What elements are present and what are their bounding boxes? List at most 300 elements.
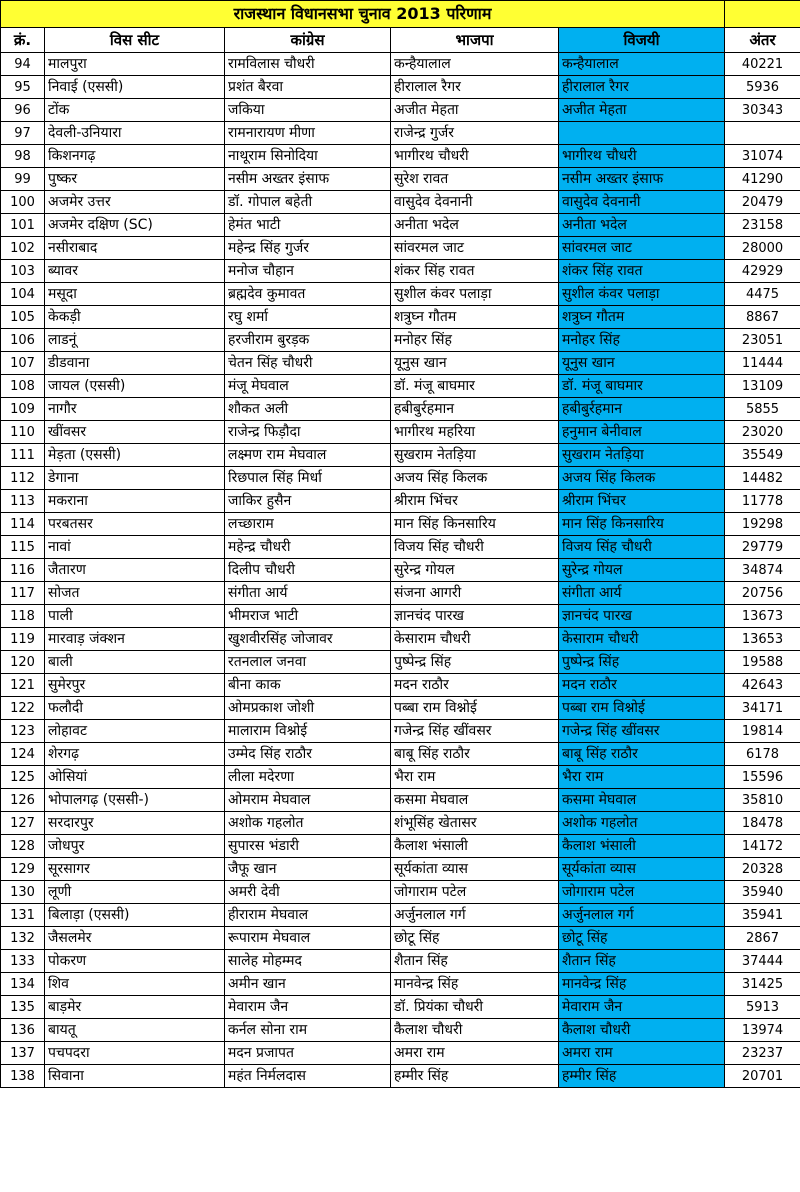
- table-row: [1, 674, 800, 697]
- row-number: 130: [1, 881, 45, 904]
- winner-name: सुखराम नेतड़िया: [559, 444, 725, 467]
- table-row: [1, 720, 800, 743]
- winner-name: सुरेन्द्र गोयल: [559, 559, 725, 582]
- winner-name: सुशील कंवर पलाड़ा: [559, 283, 725, 306]
- seat-name: मेड़ता (एससी): [45, 444, 225, 467]
- row-number: 95: [1, 76, 45, 99]
- seat-name: सोजत: [45, 582, 225, 605]
- row-number: 108: [1, 375, 45, 398]
- row-number: 135: [1, 996, 45, 1019]
- bjp-candidate: अनीता भदेल: [391, 214, 559, 237]
- seat-name: सूरसागर: [45, 858, 225, 881]
- victory-margin: 2867: [725, 927, 800, 950]
- congress-candidate: महंत निर्मलदास: [225, 1065, 391, 1088]
- victory-margin: 23020: [725, 421, 800, 444]
- bjp-candidate: कैलाश भंसाली: [391, 835, 559, 858]
- congress-candidate: रिछपाल सिंह मिर्धा: [225, 467, 391, 490]
- table-row: [1, 559, 800, 582]
- seat-name: बायतू: [45, 1019, 225, 1042]
- victory-margin: 19814: [725, 720, 800, 743]
- table-row: [1, 950, 800, 973]
- victory-margin: 14482: [725, 467, 800, 490]
- congress-candidate: सुपारस भंडारी: [225, 835, 391, 858]
- victory-margin: 5855: [725, 398, 800, 421]
- congress-candidate: महेन्द्र सिंह गुर्जर: [225, 237, 391, 260]
- victory-margin: 34874: [725, 559, 800, 582]
- seat-name: पचपदरा: [45, 1042, 225, 1065]
- victory-margin: 11444: [725, 352, 800, 375]
- victory-margin: 23051: [725, 329, 800, 352]
- bjp-candidate: सांवरमल जाट: [391, 237, 559, 260]
- header-no: क्रं.: [1, 28, 45, 53]
- winner-name: डॉ. मंजू बाघमार: [559, 375, 725, 398]
- bjp-candidate: श्रीराम भिंचर: [391, 490, 559, 513]
- bjp-candidate: सुरेन्द्र गोयल: [391, 559, 559, 582]
- bjp-candidate: सुखराम नेतड़िया: [391, 444, 559, 467]
- winner-name: मनोहर सिंह: [559, 329, 725, 352]
- victory-margin: [725, 122, 800, 145]
- victory-margin: 13673: [725, 605, 800, 628]
- bjp-candidate: ज्ञानचंद पारख: [391, 605, 559, 628]
- bjp-candidate: भैरा राम: [391, 766, 559, 789]
- victory-margin: 19298: [725, 513, 800, 536]
- congress-candidate: ओमराम मेघवाल: [225, 789, 391, 812]
- table-row: [1, 214, 800, 237]
- row-number: 106: [1, 329, 45, 352]
- victory-margin: 14172: [725, 835, 800, 858]
- winner-name: भागीरथ चौधरी: [559, 145, 725, 168]
- table-row: [1, 421, 800, 444]
- title-blank-cell: [725, 1, 800, 28]
- victory-margin: 20479: [725, 191, 800, 214]
- table-row: [1, 375, 800, 398]
- congress-candidate: डॉ. गोपाल बहेती: [225, 191, 391, 214]
- row-number: 114: [1, 513, 45, 536]
- winner-name: गजेन्द्र सिंह खींवसर: [559, 720, 725, 743]
- bjp-candidate: शत्रुघ्न गौतम: [391, 306, 559, 329]
- bjp-candidate: केसाराम चौधरी: [391, 628, 559, 651]
- victory-margin: 5936: [725, 76, 800, 99]
- header-bjp: भाजपा: [391, 28, 559, 53]
- congress-candidate: दिलीप चौधरी: [225, 559, 391, 582]
- congress-candidate: हीराराम मेघवाल: [225, 904, 391, 927]
- congress-candidate: शौकत अली: [225, 398, 391, 421]
- row-number: 120: [1, 651, 45, 674]
- table-row: [1, 260, 800, 283]
- table-row: [1, 858, 800, 881]
- header-seat: विस सीट: [45, 28, 225, 53]
- victory-margin: 30343: [725, 99, 800, 122]
- victory-margin: 35810: [725, 789, 800, 812]
- table-row: [1, 237, 800, 260]
- row-number: 112: [1, 467, 45, 490]
- row-number: 97: [1, 122, 45, 145]
- bjp-candidate: भागीरथ चौधरी: [391, 145, 559, 168]
- table-row: [1, 467, 800, 490]
- winner-name: हनुमान बेनीवाल: [559, 421, 725, 444]
- row-number: 101: [1, 214, 45, 237]
- bjp-candidate: मदन राठौर: [391, 674, 559, 697]
- table-row: [1, 145, 800, 168]
- table-row: [1, 697, 800, 720]
- row-number: 119: [1, 628, 45, 651]
- victory-margin: 31425: [725, 973, 800, 996]
- victory-margin: 23158: [725, 214, 800, 237]
- header-row: [1, 28, 800, 53]
- header-margin: अंतर: [725, 28, 800, 53]
- bjp-candidate: डॉ. मंजू बाघमार: [391, 375, 559, 398]
- victory-margin: 40221: [725, 53, 800, 76]
- table-row: [1, 168, 800, 191]
- victory-margin: 31074: [725, 145, 800, 168]
- row-number: 96: [1, 99, 45, 122]
- row-number: 115: [1, 536, 45, 559]
- winner-name: विजय सिंह चौधरी: [559, 536, 725, 559]
- bjp-candidate: डॉ. प्रियंका चौधरी: [391, 996, 559, 1019]
- seat-name: फलौदी: [45, 697, 225, 720]
- row-number: 124: [1, 743, 45, 766]
- winner-name: अमरा राम: [559, 1042, 725, 1065]
- seat-name: ब्यावर: [45, 260, 225, 283]
- victory-margin: 35941: [725, 904, 800, 927]
- table-row: [1, 1065, 800, 1088]
- seat-name: मालपुरा: [45, 53, 225, 76]
- congress-candidate: चेतन सिंह चौधरी: [225, 352, 391, 375]
- seat-name: बाड़मेर: [45, 996, 225, 1019]
- congress-candidate: नसीम अख्तर इंसाफ: [225, 168, 391, 191]
- winner-name: हीरालाल रैगर: [559, 76, 725, 99]
- winner-name: शंकर सिंह रावत: [559, 260, 725, 283]
- victory-margin: 6178: [725, 743, 800, 766]
- congress-candidate: हरजीराम बुरड़क: [225, 329, 391, 352]
- bjp-candidate: सुरेश रावत: [391, 168, 559, 191]
- header-winner: विजयी: [559, 28, 725, 53]
- congress-candidate: नाथूराम सिनोदिया: [225, 145, 391, 168]
- bjp-candidate: विजय सिंह चौधरी: [391, 536, 559, 559]
- table-row: [1, 53, 800, 76]
- row-number: 99: [1, 168, 45, 191]
- winner-name: कन्हैयालाल: [559, 53, 725, 76]
- congress-candidate: ब्रह्मदेव कुमावत: [225, 283, 391, 306]
- bjp-candidate: गजेन्द्र सिंह खींवसर: [391, 720, 559, 743]
- congress-candidate: मालाराम विश्नोई: [225, 720, 391, 743]
- bjp-candidate: शंकर सिंह रावत: [391, 260, 559, 283]
- bjp-candidate: मनोहर सिंह: [391, 329, 559, 352]
- winner-name: केसाराम चौधरी: [559, 628, 725, 651]
- table-row: [1, 191, 800, 214]
- seat-name: जैसलमेर: [45, 927, 225, 950]
- row-number: 127: [1, 812, 45, 835]
- victory-margin: 20756: [725, 582, 800, 605]
- victory-margin: 13653: [725, 628, 800, 651]
- victory-margin: 29779: [725, 536, 800, 559]
- victory-margin: 18478: [725, 812, 800, 835]
- seat-name: सुमेरपुर: [45, 674, 225, 697]
- row-number: 122: [1, 697, 45, 720]
- winner-name: [559, 122, 725, 145]
- winner-name: कसमा मेघवाल: [559, 789, 725, 812]
- table-row: [1, 789, 800, 812]
- table-row: [1, 122, 800, 145]
- table-row: [1, 628, 800, 651]
- bjp-candidate: शंभूसिंह खेतासर: [391, 812, 559, 835]
- bjp-candidate: बाबू सिंह राठौर: [391, 743, 559, 766]
- congress-candidate: मंजू मेघवाल: [225, 375, 391, 398]
- winner-name: संगीता आर्य: [559, 582, 725, 605]
- row-number: 116: [1, 559, 45, 582]
- seat-name: निवाई (एससी): [45, 76, 225, 99]
- victory-margin: 8867: [725, 306, 800, 329]
- congress-candidate: लच्छाराम: [225, 513, 391, 536]
- row-number: 123: [1, 720, 45, 743]
- winner-name: श्रीराम भिंचर: [559, 490, 725, 513]
- table-row: [1, 605, 800, 628]
- table-row: [1, 99, 800, 122]
- congress-candidate: सालेह मोहम्मद: [225, 950, 391, 973]
- row-number: 111: [1, 444, 45, 467]
- row-number: 113: [1, 490, 45, 513]
- table-row: [1, 306, 800, 329]
- page-title: राजस्थान विधानसभा चुनाव 2013 परिणाम: [1, 1, 725, 28]
- seat-name: लूणी: [45, 881, 225, 904]
- row-number: 104: [1, 283, 45, 306]
- table-row: [1, 76, 800, 99]
- row-number: 134: [1, 973, 45, 996]
- congress-candidate: अमीन खान: [225, 973, 391, 996]
- table-row: [1, 1042, 800, 1065]
- seat-name: जायल (एससी): [45, 375, 225, 398]
- winner-name: शत्रुघ्न गौतम: [559, 306, 725, 329]
- table-row: [1, 743, 800, 766]
- congress-candidate: रतनलाल जनवा: [225, 651, 391, 674]
- seat-name: अजमेर उत्तर: [45, 191, 225, 214]
- congress-candidate: रामनारायण मीणा: [225, 122, 391, 145]
- congress-candidate: भीमराज भाटी: [225, 605, 391, 628]
- seat-name: बिलाड़ा (एससी): [45, 904, 225, 927]
- winner-name: मदन राठौर: [559, 674, 725, 697]
- seat-name: सिवाना: [45, 1065, 225, 1088]
- title-row: [1, 1, 800, 28]
- bjp-candidate: जोगाराम पटेल: [391, 881, 559, 904]
- congress-candidate: जकिया: [225, 99, 391, 122]
- seat-name: नावां: [45, 536, 225, 559]
- row-number: 136: [1, 1019, 45, 1042]
- congress-candidate: उम्मेद सिंह राठौर: [225, 743, 391, 766]
- seat-name: जैतारण: [45, 559, 225, 582]
- winner-name: अजय सिंह किलक: [559, 467, 725, 490]
- winner-name: कैलाश भंसाली: [559, 835, 725, 858]
- row-number: 94: [1, 53, 45, 76]
- row-number: 98: [1, 145, 45, 168]
- bjp-candidate: राजेन्द्र गुर्जर: [391, 122, 559, 145]
- victory-margin: 4475: [725, 283, 800, 306]
- table-body: [1, 53, 800, 1088]
- row-number: 133: [1, 950, 45, 973]
- bjp-candidate: हीरालाल रैगर: [391, 76, 559, 99]
- table-row: [1, 582, 800, 605]
- row-number: 110: [1, 421, 45, 444]
- seat-name: लोहावट: [45, 720, 225, 743]
- table-row: [1, 329, 800, 352]
- seat-name: लाडनूं: [45, 329, 225, 352]
- winner-name: वासुदेव देवनानी: [559, 191, 725, 214]
- victory-margin: 34171: [725, 697, 800, 720]
- congress-candidate: अमरी देवी: [225, 881, 391, 904]
- table-row: [1, 398, 800, 421]
- victory-margin: 37444: [725, 950, 800, 973]
- victory-margin: 11778: [725, 490, 800, 513]
- seat-name: डेगाना: [45, 467, 225, 490]
- congress-candidate: ओमप्रकाश जोशी: [225, 697, 391, 720]
- table-row: [1, 904, 800, 927]
- winner-name: हबीबुर्रहमान: [559, 398, 725, 421]
- winner-name: अशोक गहलोत: [559, 812, 725, 835]
- table-row: [1, 973, 800, 996]
- victory-margin: 13109: [725, 375, 800, 398]
- table-row: [1, 490, 800, 513]
- bjp-candidate: कन्हैयालाल: [391, 53, 559, 76]
- victory-margin: 23237: [725, 1042, 800, 1065]
- seat-name: पोकरण: [45, 950, 225, 973]
- row-number: 105: [1, 306, 45, 329]
- bjp-candidate: कैलाश चौधरी: [391, 1019, 559, 1042]
- bjp-candidate: मान सिंह किनसारिय: [391, 513, 559, 536]
- header-congress: कांग्रेस: [225, 28, 391, 53]
- winner-name: अनीता भदेल: [559, 214, 725, 237]
- seat-name: नागौर: [45, 398, 225, 421]
- congress-candidate: मनोज चौहान: [225, 260, 391, 283]
- seat-name: पाली: [45, 605, 225, 628]
- winner-name: मानवेन्द्र सिंह: [559, 973, 725, 996]
- table-row: [1, 766, 800, 789]
- seat-name: टोंक: [45, 99, 225, 122]
- row-number: 121: [1, 674, 45, 697]
- winner-name: पब्बा राम विश्नोई: [559, 697, 725, 720]
- bjp-candidate: वासुदेव देवनानी: [391, 191, 559, 214]
- bjp-candidate: कसमा मेघवाल: [391, 789, 559, 812]
- bjp-candidate: शैतान सिंह: [391, 950, 559, 973]
- winner-name: मेवाराम जैन: [559, 996, 725, 1019]
- row-number: 109: [1, 398, 45, 421]
- congress-candidate: महेन्द्र चौधरी: [225, 536, 391, 559]
- victory-margin: 15596: [725, 766, 800, 789]
- seat-name: नसीराबाद: [45, 237, 225, 260]
- bjp-candidate: मानवेन्द्र सिंह: [391, 973, 559, 996]
- seat-name: बाली: [45, 651, 225, 674]
- row-number: 129: [1, 858, 45, 881]
- winner-name: शैतान सिंह: [559, 950, 725, 973]
- seat-name: परबतसर: [45, 513, 225, 536]
- seat-name: सरदारपुर: [45, 812, 225, 835]
- bjp-candidate: अजय सिंह किलक: [391, 467, 559, 490]
- row-number: 126: [1, 789, 45, 812]
- bjp-candidate: छोटू सिंह: [391, 927, 559, 950]
- row-number: 131: [1, 904, 45, 927]
- victory-margin: 35549: [725, 444, 800, 467]
- bjp-candidate: यूनुस खान: [391, 352, 559, 375]
- congress-candidate: संगीता आर्य: [225, 582, 391, 605]
- row-number: 125: [1, 766, 45, 789]
- seat-name: मारवाड़ जंक्शन: [45, 628, 225, 651]
- congress-candidate: राजेन्द्र फिड़ौदा: [225, 421, 391, 444]
- winner-name: भैरा राम: [559, 766, 725, 789]
- row-number: 118: [1, 605, 45, 628]
- seat-name: भोपालगढ़ (एससी-): [45, 789, 225, 812]
- seat-name: डीडवाना: [45, 352, 225, 375]
- congress-candidate: लीला मदेरणा: [225, 766, 391, 789]
- seat-name: जोधपुर: [45, 835, 225, 858]
- congress-candidate: मदन प्रजापत: [225, 1042, 391, 1065]
- seat-name: अजमेर दक्षिण (SC): [45, 214, 225, 237]
- winner-name: पुष्पेन्द्र सिंह: [559, 651, 725, 674]
- seat-name: ओसियां: [45, 766, 225, 789]
- table-row: [1, 927, 800, 950]
- victory-margin: 35940: [725, 881, 800, 904]
- congress-candidate: खुशवीरसिंह जोजावर: [225, 628, 391, 651]
- table-row: [1, 444, 800, 467]
- bjp-candidate: अमरा राम: [391, 1042, 559, 1065]
- winner-name: कैलाश चौधरी: [559, 1019, 725, 1042]
- victory-margin: 42643: [725, 674, 800, 697]
- row-number: 128: [1, 835, 45, 858]
- victory-margin: 41290: [725, 168, 800, 191]
- winner-name: अजीत मेहता: [559, 99, 725, 122]
- table-row: [1, 835, 800, 858]
- bjp-candidate: हबीबुर्रहमान: [391, 398, 559, 421]
- bjp-candidate: भागीरथ महरिया: [391, 421, 559, 444]
- congress-candidate: हेमंत भाटी: [225, 214, 391, 237]
- winner-name: छोटू सिंह: [559, 927, 725, 950]
- winner-name: सांवरमल जाट: [559, 237, 725, 260]
- congress-candidate: रघु शर्मा: [225, 306, 391, 329]
- winner-name: यूनुस खान: [559, 352, 725, 375]
- row-number: 100: [1, 191, 45, 214]
- congress-candidate: रूपाराम मेघवाल: [225, 927, 391, 950]
- seat-name: शिव: [45, 973, 225, 996]
- congress-candidate: रामविलास चौधरी: [225, 53, 391, 76]
- seat-name: पुष्कर: [45, 168, 225, 191]
- congress-candidate: कर्नल सोना राम: [225, 1019, 391, 1042]
- row-number: 117: [1, 582, 45, 605]
- congress-candidate: मेवाराम जैन: [225, 996, 391, 1019]
- bjp-candidate: सूर्यकांता व्यास: [391, 858, 559, 881]
- victory-margin: 28000: [725, 237, 800, 260]
- seat-name: मकराना: [45, 490, 225, 513]
- congress-candidate: अशोक गहलोत: [225, 812, 391, 835]
- row-number: 103: [1, 260, 45, 283]
- table-row: [1, 283, 800, 306]
- winner-name: जोगाराम पटेल: [559, 881, 725, 904]
- winner-name: अर्जुनलाल गर्ग: [559, 904, 725, 927]
- bjp-candidate: पुष्पेन्द्र सिंह: [391, 651, 559, 674]
- seat-name: मसूदा: [45, 283, 225, 306]
- winner-name: ज्ञानचंद पारख: [559, 605, 725, 628]
- congress-candidate: लक्ष्मण राम मेघवाल: [225, 444, 391, 467]
- victory-margin: 20328: [725, 858, 800, 881]
- congress-candidate: प्रशंत बैरवा: [225, 76, 391, 99]
- victory-margin: 13974: [725, 1019, 800, 1042]
- congress-candidate: जैफू खान: [225, 858, 391, 881]
- table-row: [1, 1019, 800, 1042]
- row-number: 137: [1, 1042, 45, 1065]
- winner-name: मान सिंह किनसारिय: [559, 513, 725, 536]
- victory-margin: 20701: [725, 1065, 800, 1088]
- row-number: 138: [1, 1065, 45, 1088]
- seat-name: शेरगढ़: [45, 743, 225, 766]
- bjp-candidate: संजना आगरी: [391, 582, 559, 605]
- victory-margin: 5913: [725, 996, 800, 1019]
- congress-candidate: बीना काक: [225, 674, 391, 697]
